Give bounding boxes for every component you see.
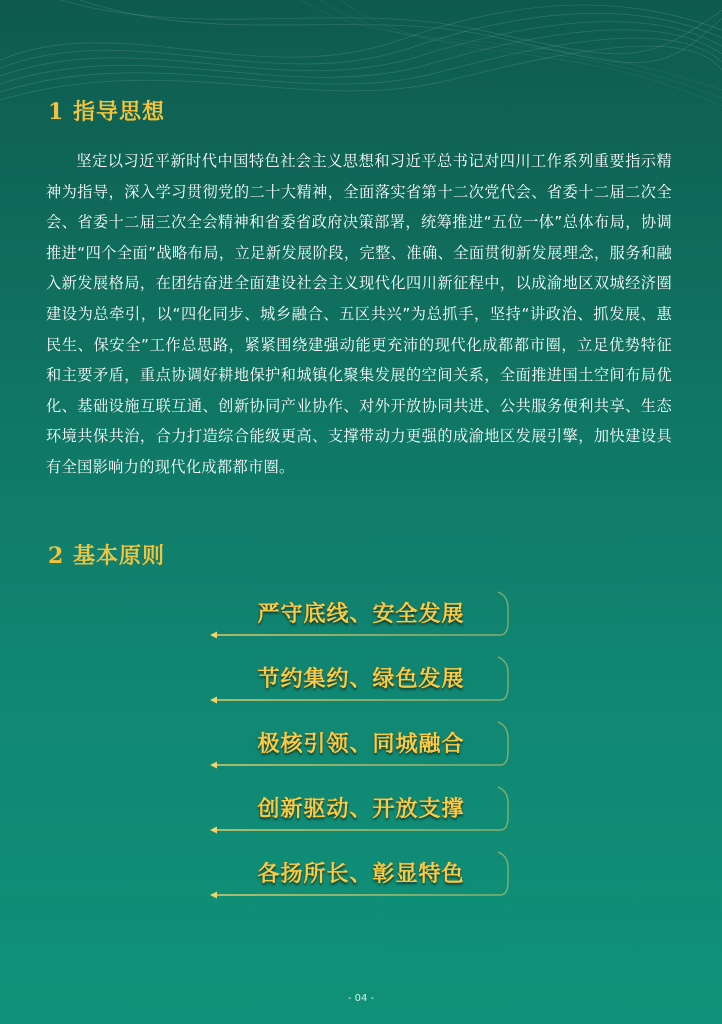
principle-item <box>208 720 514 772</box>
principle-item <box>208 655 514 707</box>
principle-label: 严守底线、安全发展 <box>257 601 465 627</box>
guiding-ideology-paragraph: 坚定以习近平新时代中国特色社会主义思想和习近平总书记对四川工作系列重要指示精神为指导，深入学习贯彻党的二十大精神，全面落实省第十二次党代会、省委十二届二次全会、省委十二届三次全会精神和省委省政府决策部署，统筹推进“五位一体”总体布局，协调推进“四个全面”战略布局，立足新发展阶段，完整、准确、全面贯彻新发展理念，服务和融入新发展格局，在团结奋进全面建设社会主义现代化四川新征程中，以成渝地区双城经济圈建设为总牵引，以“四化同步、城乡融合、五区共兴”为总抓手，坚持“讲政治、抓发展、惠民生、保安全”工作总思路，紧紧围绕建强动能更充沛的现代化成都都市圈，立足优势特征和主要矛盾，重点协调好耕地保护和城镇化聚集发展的空间关系，全面推进国土空间布局优化、基础设施互联互通、创新协同产业协作、对外开放协同共进、公共服务便利共享、生态环境共保共治，合力打造综合能级更高、支撑带动力更强的成渝地区发展引擎，加快建设具有全国影响力的现代化成都都市圈。 <box>46 152 672 476</box>
principle-label: 极核引领、同城融合 <box>257 731 465 757</box>
principle-item <box>208 850 514 902</box>
principles-list <box>208 590 514 915</box>
principle-label: 各扬所长、彰显特色 <box>257 861 465 887</box>
principle-label: 创新驱动、开放支撑 <box>257 796 465 822</box>
principle-item <box>208 785 514 837</box>
principle-item <box>208 590 514 642</box>
principle-label: 节约集约、绿色发展 <box>257 666 465 692</box>
page-number: - 04 - <box>347 993 375 1004</box>
section-heading-basic-principles: 2 基本原则 <box>48 543 165 569</box>
section-heading-guiding-ideology: 1 指导思想 <box>48 99 165 125</box>
